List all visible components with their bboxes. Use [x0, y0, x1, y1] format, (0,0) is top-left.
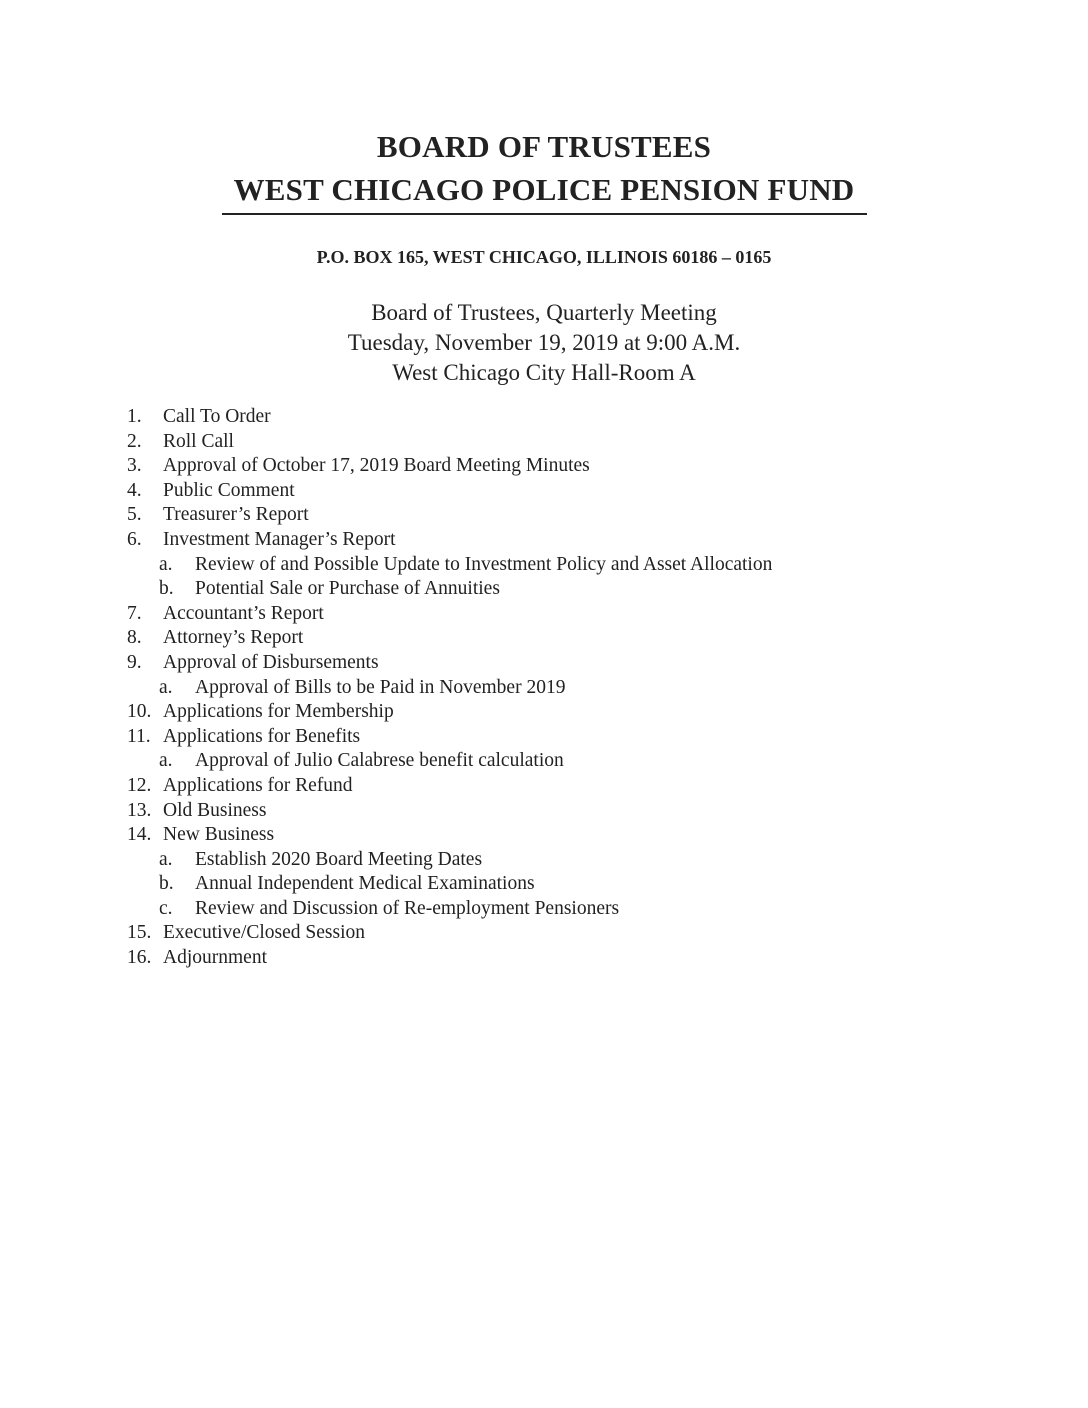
agenda-sub-letter: a.	[159, 676, 173, 698]
agenda-item	[0, 405, 1088, 430]
agenda-sub-letter: a.	[159, 553, 173, 575]
agenda-number: 8.	[127, 627, 142, 649]
agenda-sub-text: Approval of Julio Calabrese benefit calculation	[195, 750, 564, 772]
agenda-text: New Business	[163, 824, 275, 846]
agenda-number: 13.	[127, 799, 152, 821]
meeting-name: Board of Trustees, Quarterly Meeting	[371, 300, 717, 325]
agenda-sub-text: Establish 2020 Board Meeting Dates	[195, 848, 483, 870]
agenda-item	[0, 921, 1088, 946]
agenda-text: Treasurer’s Report	[163, 504, 309, 526]
agenda-number: 14.	[127, 824, 152, 846]
agenda-sub-letter: c.	[159, 897, 173, 919]
agenda-text: Call To Order	[163, 406, 271, 427]
agenda-item	[0, 946, 1088, 971]
agenda-sub-letter: a.	[159, 848, 173, 870]
agenda-number: 9.	[127, 651, 142, 673]
agenda-text: Applications for Benefits	[163, 725, 361, 747]
agenda-item	[0, 602, 1088, 627]
meeting-datetime: Tuesday, November 19, 2019 at 9:00 A.M.	[347, 330, 741, 355]
title-fund-name: WEST CHICAGO POLICE PENSION FUND	[233, 172, 855, 207]
agenda-item	[0, 823, 1088, 848]
agenda-text: Applications for Membership	[163, 701, 394, 723]
agenda-item	[0, 430, 1088, 455]
agenda-item	[0, 700, 1088, 725]
agenda-item	[0, 503, 1088, 528]
agenda-text: Accountant’s Report	[163, 602, 324, 624]
agenda-sub-letter: b.	[159, 873, 174, 895]
agenda-text: Attorney’s Report	[163, 627, 304, 649]
agenda-subitem	[0, 577, 1088, 602]
agenda-text: Approval of Disbursements	[163, 651, 379, 673]
agenda-sub-letter: b.	[159, 578, 174, 600]
agenda-number: 4.	[127, 479, 142, 501]
agenda-list	[0, 405, 1088, 971]
agenda-sub-text: Review and Discussion of Re-employment Pensioners	[195, 897, 620, 919]
agenda-sub-text: Review of and Possible Update to Investment Policy and Asset Allocation	[195, 553, 773, 575]
agenda-number: 5.	[127, 504, 142, 526]
agenda-text: Executive/Closed Session	[163, 922, 366, 944]
agenda-item	[0, 528, 1088, 553]
agenda-text: Old Business	[163, 799, 267, 821]
agenda-item	[0, 799, 1088, 824]
agenda-text: Public Comment	[163, 479, 295, 501]
title-divider	[222, 213, 867, 215]
agenda-number: 6.	[127, 528, 142, 550]
title-board-of-trustees: BOARD OF TRUSTEES	[376, 129, 712, 164]
agenda-subitem	[0, 872, 1088, 897]
agenda-number: 16.	[127, 947, 152, 969]
agenda-text: Approval of October 17, 2019 Board Meeting Minutes	[163, 455, 590, 477]
agenda-text: Roll Call	[163, 430, 234, 452]
agenda-number: 2.	[127, 430, 142, 452]
agenda-text: Investment Manager’s Report	[163, 528, 396, 550]
agenda-number: 12.	[127, 774, 152, 796]
agenda-item	[0, 454, 1088, 479]
agenda-subitem	[0, 749, 1088, 774]
agenda-subitem	[0, 676, 1088, 701]
agenda-sub-letter: a.	[159, 750, 173, 772]
agenda-item	[0, 626, 1088, 651]
agenda-sub-text: Potential Sale or Purchase of Annuities	[195, 578, 500, 600]
agenda-number: 15.	[127, 922, 152, 944]
agenda-number: 3.	[127, 455, 142, 477]
agenda-number: 10.	[127, 701, 152, 723]
agenda-subitem	[0, 897, 1088, 922]
agenda-subitem	[0, 553, 1088, 578]
agenda-item	[0, 651, 1088, 676]
agenda-number: 1.	[127, 406, 142, 427]
meeting-location: West Chicago City Hall-Room A	[392, 360, 696, 385]
agenda-text: Adjournment	[163, 947, 267, 969]
agenda-subitem	[0, 848, 1088, 873]
agenda-sub-text: Annual Independent Medical Examinations	[195, 873, 535, 895]
agenda-number: 7.	[127, 602, 142, 624]
agenda-sub-text: Approval of Bills to be Paid in November 2019	[195, 676, 566, 698]
agenda-number: 11.	[127, 725, 151, 747]
agenda-item	[0, 479, 1088, 504]
mailing-address: P.O. BOX 165, WEST CHICAGO, ILLINOIS 60186 – 0165	[316, 247, 772, 267]
agenda-item	[0, 774, 1088, 799]
agenda-item	[0, 725, 1088, 750]
agenda-text: Applications for Refund	[163, 774, 353, 796]
